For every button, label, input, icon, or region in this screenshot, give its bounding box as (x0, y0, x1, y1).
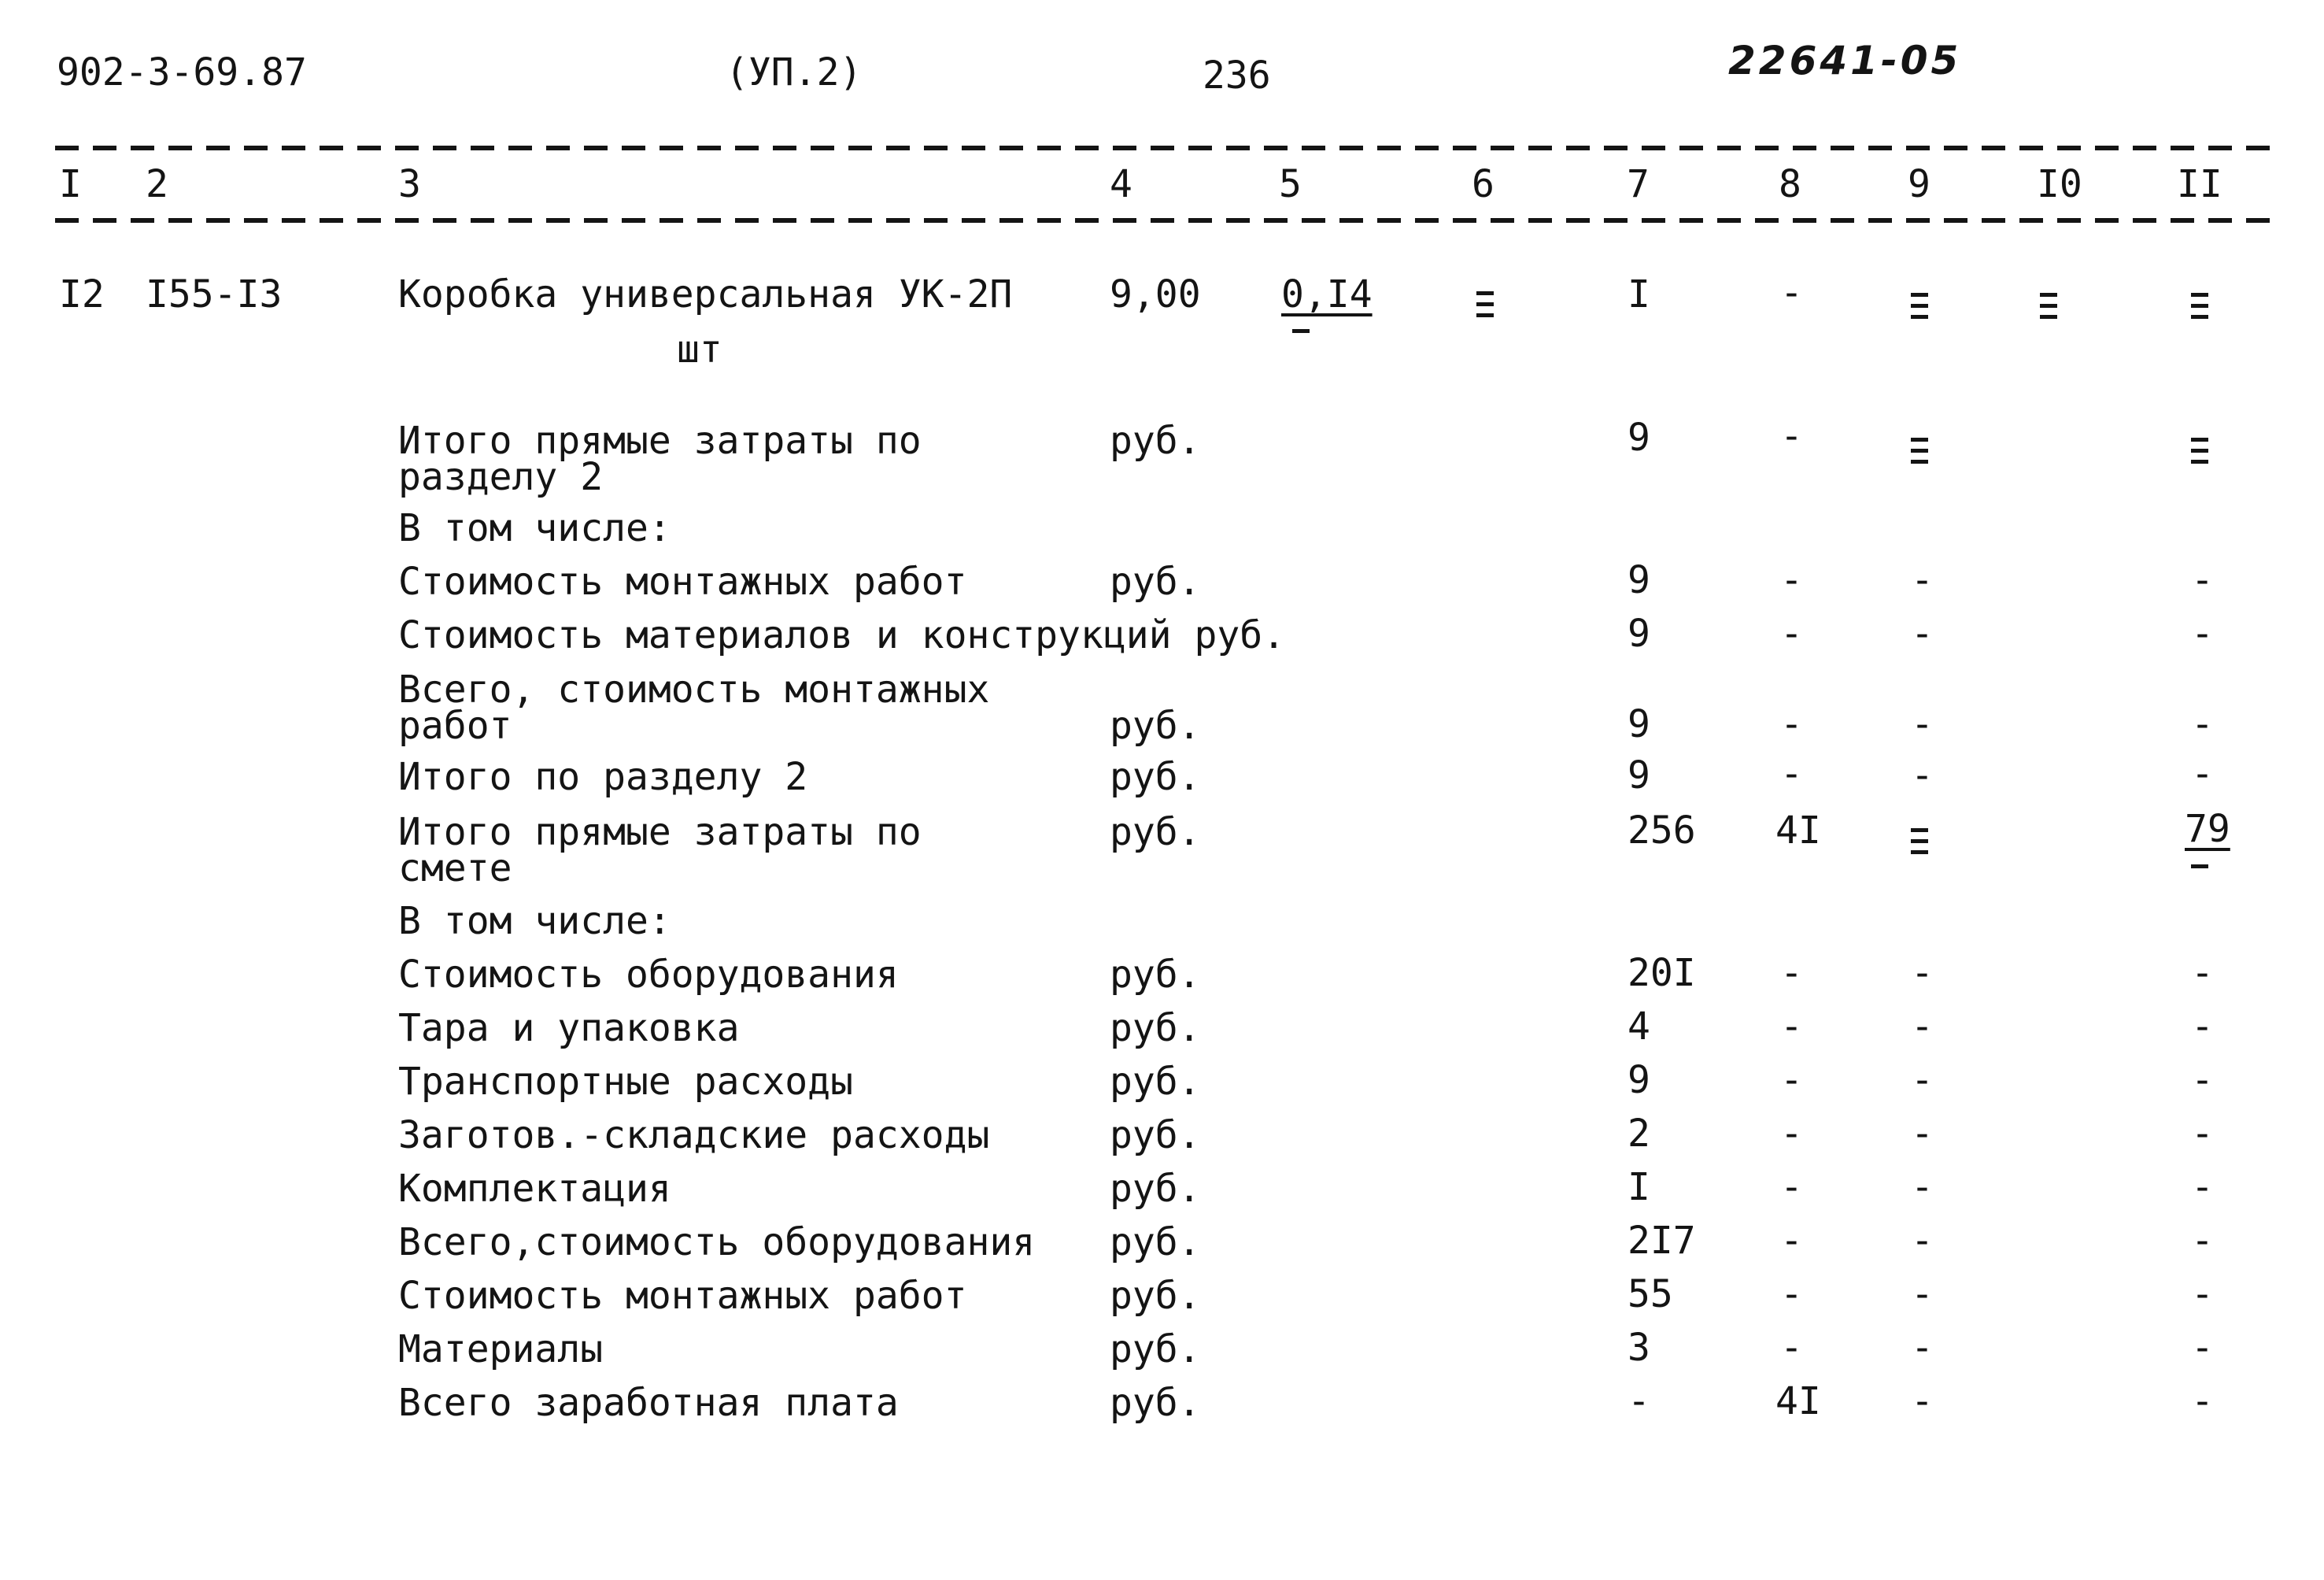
row-unit: руб. (1110, 1113, 1201, 1157)
table-header-rule (55, 218, 2282, 223)
row-col11: - (2191, 1379, 2214, 1423)
row-unit: руб. (1110, 1220, 1201, 1264)
row-col8: - (1780, 612, 1803, 656)
row-col8: 4I (1775, 809, 1821, 853)
row-col7: 9 (1628, 753, 1650, 797)
item-number: I2 (59, 272, 105, 316)
column-header: 2 (146, 162, 168, 206)
row-col11: - (2191, 558, 2214, 602)
row-col9: - (1911, 1112, 1934, 1156)
row-col9: - (1911, 1272, 1934, 1316)
row-col11: - (2191, 752, 2214, 796)
row-label: Всего, стоимость монтажных (398, 668, 990, 712)
row-col8: - (1780, 1326, 1803, 1370)
column-header: 9 (1908, 162, 1931, 206)
table-top-rule (55, 146, 2282, 150)
row-unit: руб. (1110, 810, 1201, 854)
row-col11: - (2191, 702, 2214, 746)
row-unit: руб. (1110, 1327, 1201, 1371)
dash-mark (1911, 438, 1928, 471)
dash-mark (2191, 293, 2208, 326)
column-header: II (2177, 162, 2222, 206)
row-label: Стоимость монтажных работ (398, 560, 967, 604)
column-header: 3 (398, 162, 421, 206)
row-unit: руб. (1110, 560, 1201, 604)
row-label: Итого прямые затраты по (398, 419, 922, 463)
row-unit: руб. (1110, 1167, 1201, 1211)
row-col8: - (1780, 1058, 1803, 1102)
row-label: Комплектация (398, 1167, 671, 1211)
row-col7: 9 (1628, 702, 1650, 746)
row-col11: - (2191, 612, 2214, 656)
row-col7: 55 (1628, 1272, 1673, 1316)
column-header: 5 (1279, 162, 1302, 206)
row-col7: I (1628, 1165, 1650, 1209)
item-code: I55-I3 (146, 272, 283, 316)
row-unit: руб. (1110, 1006, 1201, 1050)
item-col4: 9,00 (1110, 272, 1201, 316)
item-col7: I (1628, 272, 1650, 316)
row-col7: 2 (1628, 1112, 1650, 1156)
row-col7: 9 (1628, 1058, 1650, 1102)
row-label: Материалы (398, 1327, 604, 1371)
row-label-continued: разделу 2 (398, 455, 604, 499)
page-number: 236 (1203, 54, 1271, 98)
row-unit: руб. (1110, 1381, 1201, 1425)
column-header: 8 (1779, 162, 1801, 206)
row-col8: - (1780, 414, 1803, 458)
row-col9: - (1911, 612, 1934, 656)
column-header: 6 (1472, 162, 1495, 206)
row-col11: - (2191, 1058, 2214, 1102)
row-col9: - (1911, 1058, 1934, 1102)
column-header: I (59, 162, 82, 206)
row-col7: 3 (1628, 1326, 1650, 1370)
column-header: 7 (1627, 162, 1650, 206)
dash-mark (1911, 293, 1928, 326)
row-col8: - (1780, 752, 1803, 796)
row-label: Стоимость оборудования (398, 953, 899, 997)
row-col9: - (1911, 753, 1934, 797)
item-unit: шт (677, 327, 722, 372)
dash-mark (2191, 438, 2208, 471)
row-col8: - (1780, 951, 1803, 995)
row-unit: руб. (1110, 953, 1201, 997)
row-col8: 4I (1775, 1379, 1821, 1423)
row-label-continued: смете (398, 846, 512, 890)
inventory-number: 22641-05 (1728, 38, 1962, 83)
document-code: 902-3-69.87 (57, 50, 307, 94)
row-col7: 256 (1628, 809, 1696, 853)
row-col8: - (1780, 1165, 1803, 1209)
album-label: (УП.2) (726, 50, 863, 94)
row-col11: - (2191, 1219, 2214, 1263)
row-col7: 20I (1628, 951, 1696, 995)
row-col11: - (2191, 951, 2214, 995)
row-col7: 9 (1628, 612, 1650, 656)
row-col9: - (1911, 1379, 1934, 1423)
row-label: Стоимость материалов и конструкций руб. (398, 613, 1286, 657)
row-col8: - (1780, 1219, 1803, 1263)
row-col11: 79 (2185, 807, 2230, 851)
dash-mark (2040, 293, 2057, 326)
row-label: Заготов.-складские расходы (398, 1113, 990, 1157)
row-unit: руб. (1110, 1060, 1201, 1104)
row-col7: 2I7 (1628, 1219, 1696, 1263)
row-unit: руб. (1110, 755, 1201, 799)
row-col9: - (1911, 1326, 1934, 1370)
row-label: В том числе: (398, 506, 671, 550)
row-col7: 9 (1628, 416, 1650, 460)
column-header: 4 (1110, 162, 1132, 206)
row-label: Всего,стоимость оборудования (398, 1220, 1036, 1264)
item-col5: 0,I4 (1281, 272, 1373, 316)
row-label: Стоимость монтажных работ (398, 1274, 967, 1318)
row-col11: - (2191, 1326, 2214, 1370)
row-col9: - (1911, 1219, 1934, 1263)
row-col11: - (2191, 1005, 2214, 1049)
row-col9: - (1911, 951, 1934, 995)
row-col9: - (1911, 1165, 1934, 1209)
row-label: Итого прямые затраты по (398, 810, 922, 854)
row-col11: - (2191, 1112, 2214, 1156)
row-col11: - (2191, 1272, 2214, 1316)
row-unit: руб. (1110, 419, 1201, 463)
row-col9: - (1911, 1005, 1934, 1049)
row-label: Итого по разделу 2 (398, 755, 808, 799)
row-col7: 4 (1628, 1005, 1650, 1049)
row-col11: - (2191, 1165, 2214, 1209)
row-col9: - (1911, 558, 1934, 602)
row-col8: - (1780, 1005, 1803, 1049)
row-col8: - (1780, 558, 1803, 602)
dash-mark (1476, 291, 1494, 324)
row-unit: руб. (1110, 704, 1201, 748)
dash-mark (1911, 828, 1928, 861)
dash-mark (2191, 864, 2208, 875)
column-header: I0 (2037, 162, 2082, 206)
row-label: Тара и упаковка (398, 1006, 740, 1050)
item-col8: - (1780, 271, 1803, 315)
row-label: В том числе: (398, 899, 671, 943)
row-col8: - (1780, 702, 1803, 746)
row-label: Транспортные расходы (398, 1060, 853, 1104)
row-unit: руб. (1110, 1274, 1201, 1318)
row-label-continued: работ (398, 704, 512, 748)
row-label: Всего заработная плата (398, 1381, 899, 1425)
dash-mark (1292, 329, 1310, 340)
item-name: Коробка универсальная УК-2П (398, 272, 1013, 316)
row-col7: 9 (1628, 558, 1650, 602)
row-col8: - (1780, 1112, 1803, 1156)
row-col7: - (1628, 1379, 1650, 1423)
row-col9: - (1911, 702, 1934, 746)
row-col8: - (1780, 1272, 1803, 1316)
